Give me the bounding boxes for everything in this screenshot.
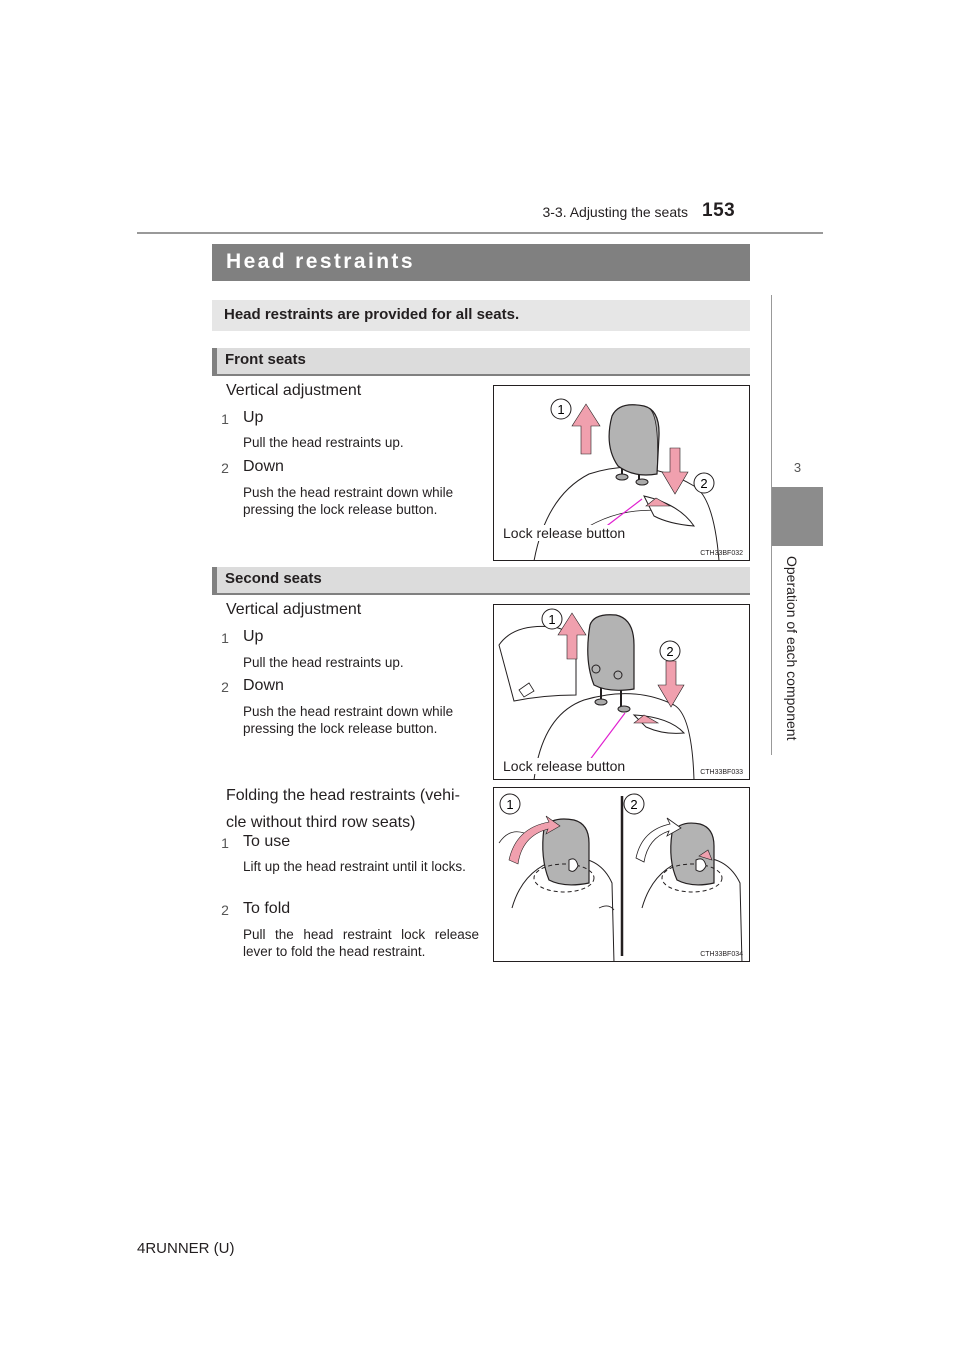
second-lock-release-callout: Lock release button <box>503 758 626 774</box>
front-item-1-desc: Pull the head restraints up. <box>243 435 404 450</box>
front-seat-figure <box>493 385 750 561</box>
front-lead: Vertical adjustment <box>226 382 362 399</box>
folding-figure <box>493 787 750 962</box>
second-item-2-number: 2 <box>221 679 229 695</box>
front-seats-heading-bar <box>212 348 750 376</box>
folding-lead-line-2: cle without third row seats) <box>226 814 416 831</box>
second-item-1-desc: Pull the head restraints up. <box>243 655 404 670</box>
second-item-1-label: Up <box>243 628 264 645</box>
folding-figure-marker-2: 2 <box>630 797 638 812</box>
front-figure-marker-1: 1 <box>557 402 565 417</box>
folding-item-1-desc: Lift up the head restraint until it locks. <box>243 859 466 874</box>
intro-text: Head restraints are provided for all seats. <box>224 306 520 323</box>
front-item-1-number: 1 <box>221 411 229 427</box>
second-seats-heading-bar <box>212 567 750 595</box>
chapter-number: 3 <box>793 460 802 475</box>
folding-item-2-number: 2 <box>221 902 229 918</box>
folding-item-2-label: To fold <box>243 900 291 917</box>
folding-item-1-label: To use <box>243 833 291 850</box>
front-item-2-label: Down <box>243 458 284 475</box>
second-seat-figure <box>493 604 750 780</box>
second-lead: Vertical adjustment <box>226 601 362 618</box>
section-title: Head restraints <box>226 250 415 273</box>
second-item-2-label: Down <box>243 677 284 694</box>
chapter-tab <box>772 487 823 546</box>
header-rule <box>137 232 823 234</box>
front-item-2-desc: Push the head restraint down while pressing the lock release button. <box>243 485 454 517</box>
front-item-2-number: 2 <box>221 460 229 476</box>
front-seats-heading: Front seats <box>225 351 306 368</box>
second-item-2-desc: Push the head restraint down while pressing the lock release button. <box>243 704 454 736</box>
second-item-1-number: 1 <box>221 630 229 646</box>
second-figure-marker-2: 2 <box>666 644 674 659</box>
front-figure-code: CTH33BF032 <box>700 550 743 557</box>
front-figure-marker-2: 2 <box>700 476 708 491</box>
footer-model: 4RUNNER (U) <box>137 1240 235 1257</box>
intro-bar <box>212 300 750 331</box>
folding-illustration <box>494 788 750 962</box>
page-number: 153 <box>702 200 736 221</box>
section-title-bar <box>212 244 750 281</box>
folding-figure-marker-1: 1 <box>506 797 514 812</box>
folding-lead <box>226 782 478 836</box>
chapter-name: Operation of each component <box>784 556 800 741</box>
folding-item-1-number: 1 <box>221 835 229 851</box>
folding-lead-line-1: Folding the head restraints (vehi- <box>226 787 460 804</box>
front-lock-release-callout: Lock release button <box>503 525 626 541</box>
folding-figure-code: CTH33BF034 <box>700 951 743 958</box>
second-seats-heading: Second seats <box>225 570 322 587</box>
second-figure-marker-1: 1 <box>548 612 556 627</box>
running-head: 3-3. Adjusting the seats <box>542 204 688 220</box>
front-item-1-label: Up <box>243 409 264 426</box>
second-headrest-illustration <box>494 605 750 780</box>
folding-item-2-desc: Pull the head restraint lock release lever to fold the head restraint. <box>243 927 479 959</box>
second-figure-code: CTH33BF033 <box>700 769 743 776</box>
